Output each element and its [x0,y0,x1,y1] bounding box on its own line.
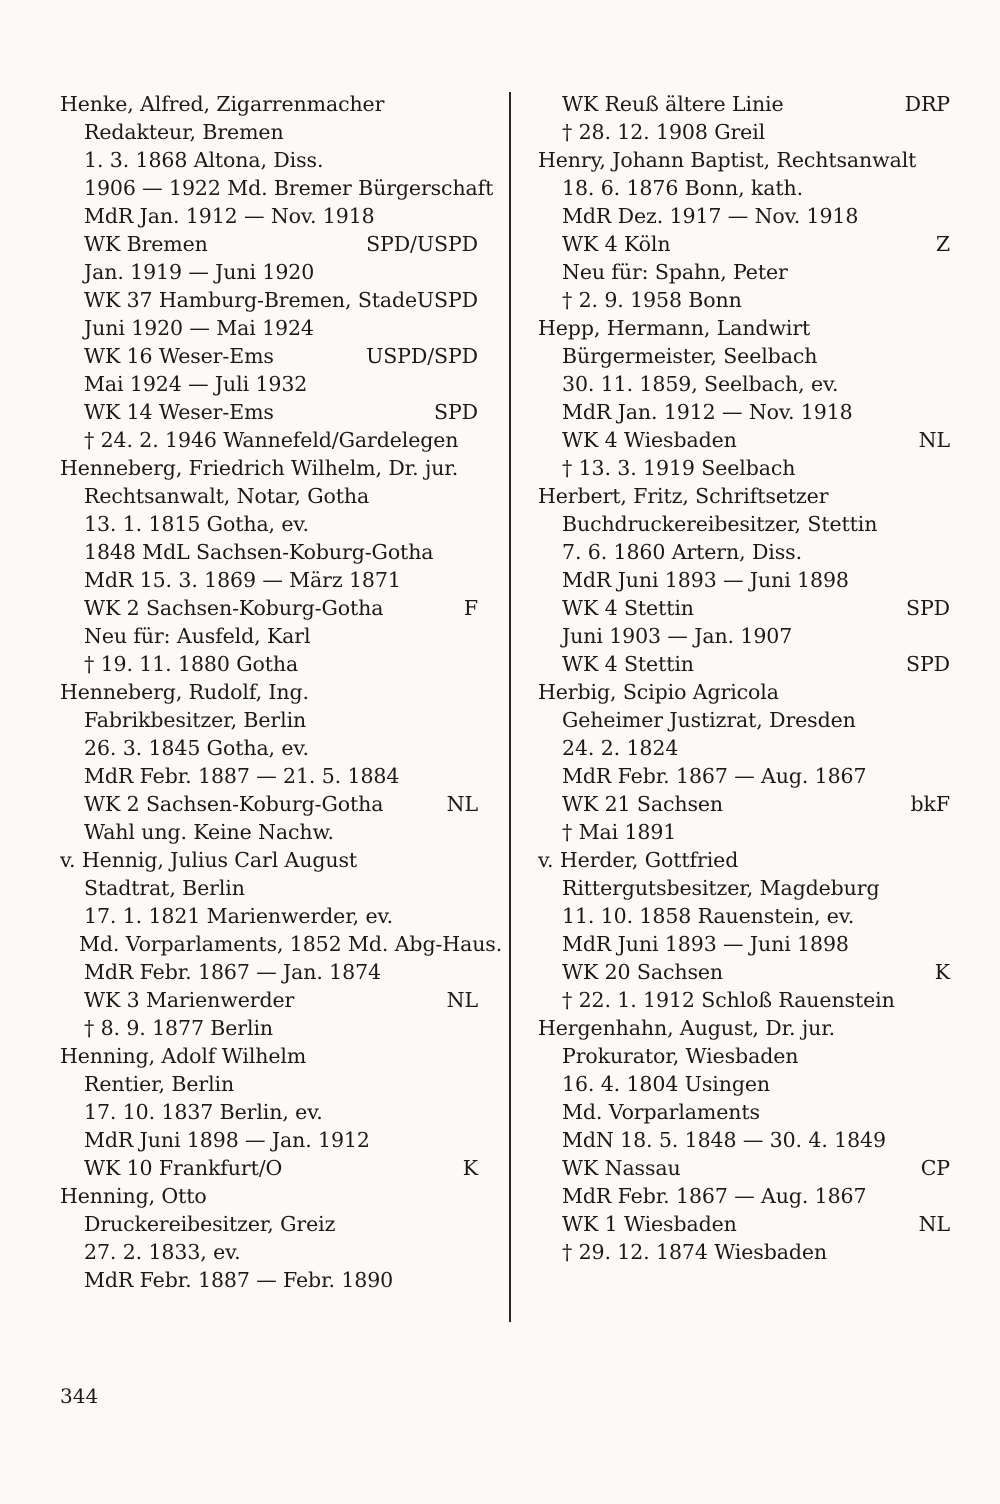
entry-detail-line [60,706,478,734]
line-text: 18. 6. 1876 Bonn, kath. [562,176,804,200]
entry-detail-line [538,874,950,902]
entry-detail-line [538,118,950,146]
line-text: MdR Juni 1893 — Juni 1898 [562,568,849,592]
line-text: 27. 2. 1833, ev. [84,1240,241,1264]
entry-detail-line [538,1154,950,1182]
entry-detail-line [60,286,478,314]
line-text: Henry, Johann Baptist, Rechtsanwalt [538,148,917,172]
entry-detail-line [538,1238,950,1266]
entry-name-line [60,1042,478,1070]
line-text: WK 4 Köln [562,232,671,256]
line-text: WK Bremen [84,232,208,256]
entry-detail-line [60,538,478,566]
entry-detail-line [60,902,478,930]
line-text: † 13. 3. 1919 Seelbach [562,456,796,480]
entry-detail-line [538,930,950,958]
party-label: NL [446,988,478,1012]
entry-name-line [538,678,950,706]
line-text: Mai 1924 — Juli 1932 [84,372,308,396]
line-text: † Mai 1891 [562,820,677,844]
left-column [60,90,503,1294]
entry-detail-line [60,146,478,174]
line-text: Redakteur, Bremen [84,120,284,144]
line-text: Rittergutsbesitzer, Magdeburg [562,876,880,900]
party-label: NL [918,428,950,452]
party-label: DRP [904,92,950,116]
entry-detail-line [60,1154,478,1182]
entry-detail-line [538,902,950,930]
entry-detail-line [60,958,478,986]
line-text: WK 1 Wiesbaden [562,1212,737,1236]
entry-detail-line [60,1070,478,1098]
entry-detail-line [60,1126,478,1154]
line-text: Hepp, Hermann, Landwirt [538,316,811,340]
line-text: WK 4 Wiesbaden [562,428,737,452]
line-text: MdR Jan. 1912 — Nov. 1918 [84,204,375,228]
entry-detail-line [538,202,950,230]
line-text: Buchdruckereibesitzer, Stettin [562,512,878,536]
entry-name-line [60,1182,478,1210]
entry-detail-line [538,90,950,118]
line-text: MdR Febr. 1887 — 21. 5. 1884 [84,764,400,788]
entry-detail-line [538,230,950,258]
column-divider [509,92,511,1322]
line-text: MdN 18. 5. 1848 — 30. 4. 1849 [562,1128,886,1152]
entry-detail-line [538,538,950,566]
line-text: 1906 — 1922 Md. Bremer Bürgerschaft [84,176,494,200]
entry-detail-line [538,650,950,678]
line-text: WK 3 Marienwerder [84,988,295,1012]
line-text: † 8. 9. 1877 Berlin [84,1016,274,1040]
line-text: Bürgermeister, Seelbach [562,344,818,368]
entry-detail-line [60,342,478,370]
line-text: Fabrikbesitzer, Berlin [84,708,307,732]
party-label: K [462,1156,478,1180]
line-text: MdR Febr. 1867 — Aug. 1867 [562,1184,867,1208]
entry-detail-line [60,1098,478,1126]
entry-detail-line [538,1210,950,1238]
entry-detail-line [60,1210,478,1238]
entry-name-line [60,678,478,706]
line-text: WK 37 Hamburg-Bremen, Stade [84,288,418,312]
entry-detail-line [538,370,950,398]
entry-detail-line [538,986,950,1014]
entry-detail-line [538,762,950,790]
entry-detail-line [538,1070,950,1098]
line-text: Neu für: Ausfeld, Karl [84,624,311,648]
party-label: Z [935,232,950,256]
line-text: Henke, Alfred, Zigarrenmacher [60,92,385,116]
entry-detail-line [60,482,478,510]
line-text: MdR Febr. 1887 — Febr. 1890 [84,1268,394,1292]
entry-detail-line [538,1182,950,1210]
entry-detail-line [538,594,950,622]
entry-detail-line [60,650,478,678]
entry-detail-line [60,762,478,790]
party-label: CP [920,1156,950,1180]
entry-detail-line [538,510,950,538]
line-text: MdR Febr. 1867 — Jan. 1874 [84,960,381,984]
line-text: MdR Febr. 1867 — Aug. 1867 [562,764,867,788]
entry-name-line [538,482,950,510]
entry-detail-line [60,314,478,342]
entry-detail-line [60,818,478,846]
line-text: v. Herder, Gottfried [538,848,739,872]
line-text: Rentier, Berlin [84,1072,235,1096]
entry-detail-line [538,566,950,594]
line-text: Herbig, Scipio Agricola [538,680,779,704]
party-label: F [463,596,478,620]
line-text: † 22. 1. 1912 Schloß Rauenstein [562,988,895,1012]
entry-detail-line [60,622,478,650]
entry-detail-line [538,454,950,482]
line-text: Juni 1920 — Mai 1924 [84,316,314,340]
line-text: WK 21 Sachsen [562,792,724,816]
entry-detail-line [60,230,478,258]
line-text: † 29. 12. 1874 Wiesbaden [562,1240,828,1264]
line-text: Henneberg, Friedrich Wilhelm, Dr. jur. [60,456,459,480]
entry-detail-line [538,734,950,762]
entry-detail-line [60,1238,478,1266]
entry-detail-line [60,118,478,146]
line-text: Md. Vorparlaments, 1852 Md. Abg-Haus. [79,932,503,956]
entry-detail-line [60,930,503,958]
entry-name-line [538,1014,950,1042]
party-label: USPD/SPD [366,344,478,368]
line-text: MdR Juni 1893 — Juni 1898 [562,932,849,956]
entry-detail-line [60,566,478,594]
party-label: K [934,960,950,984]
line-text: Juni 1903 — Jan. 1907 [562,624,793,648]
line-text: 13. 1. 1815 Gotha, ev. [84,512,309,536]
line-text: Md. Vorparlaments [562,1100,760,1124]
line-text: MdR 15. 3. 1869 — März 1871 [84,568,401,592]
party-label: bkF [910,792,950,816]
entry-detail-line [538,1042,950,1070]
line-text: v. Hennig, Julius Carl August [60,848,358,872]
entry-detail-line [538,1098,950,1126]
entry-name-line [538,146,950,174]
party-label: SPD [434,400,478,424]
line-text: Geheimer Justizrat, Dresden [562,708,856,732]
line-text: Prokurator, Wiesbaden [562,1044,799,1068]
entry-detail-line [60,398,478,426]
entry-name-line [60,454,478,482]
line-text: WK 4 Stettin [562,596,694,620]
line-text: WK 16 Weser-Ems [84,344,274,368]
party-label: SPD [906,596,950,620]
line-text: MdR Jan. 1912 — Nov. 1918 [562,400,853,424]
line-text: WK 4 Stettin [562,652,694,676]
line-text: Druckereibesitzer, Greiz [84,1212,336,1236]
line-text: Wahl ung. Keine Nachw. [84,820,334,844]
entry-detail-line [538,398,950,426]
line-text: MdR Dez. 1917 — Nov. 1918 [562,204,859,228]
party-label: USPD [416,288,478,312]
entry-detail-line [538,426,950,454]
page-number: 344 [60,1384,99,1408]
line-text: WK 14 Weser-Ems [84,400,274,424]
line-text: † 2. 9. 1958 Bonn [562,288,742,312]
entry-name-line [60,846,478,874]
line-text: 11. 10. 1858 Rauenstein, ev. [562,904,855,928]
entry-name-line [60,90,478,118]
entry-detail-line [538,286,950,314]
line-text: 1. 3. 1868 Altona, Diss. [84,148,324,172]
entry-detail-line [60,202,478,230]
line-text: WK Reuß ältere Linie [562,92,784,116]
entry-detail-line [538,706,950,734]
entry-name-line [538,314,950,342]
party-label: NL [446,792,478,816]
line-text: † 19. 11. 1880 Gotha [84,652,299,676]
line-text: MdR Juni 1898 — Jan. 1912 [84,1128,370,1152]
entry-detail-line [60,986,478,1014]
entry-detail-line [60,874,478,902]
entry-detail-line [60,258,478,286]
entry-detail-line [60,734,478,762]
line-text: 17. 1. 1821 Marienwerder, ev. [84,904,393,928]
line-text: Henneberg, Rudolf, Ing. [60,680,309,704]
entry-detail-line [538,342,950,370]
line-text: Rechtsanwalt, Notar, Gotha [84,484,370,508]
line-text: WK 2 Sachsen-Koburg-Gotha [84,596,384,620]
line-text: 26. 3. 1845 Gotha, ev. [84,736,309,760]
line-text: Neu für: Spahn, Peter [562,260,788,284]
entry-detail-line [538,958,950,986]
entry-detail-line [60,1266,478,1294]
line-text: 7. 6. 1860 Artern, Diss. [562,540,802,564]
entry-detail-line [538,258,950,286]
party-label: NL [918,1212,950,1236]
line-text: Herbert, Fritz, Schriftsetzer [538,484,829,508]
right-column [538,90,950,1266]
line-text: WK Nassau [562,1156,681,1180]
line-text: Stadtrat, Berlin [84,876,245,900]
entry-detail-line [60,426,478,454]
line-text: Henning, Adolf Wilhelm [60,1044,307,1068]
line-text: Jan. 1919 — Juni 1920 [84,260,315,284]
entry-detail-line [538,622,950,650]
entry-detail-line [60,370,478,398]
entry-detail-line [60,594,478,622]
entry-detail-line [538,1126,950,1154]
entry-detail-line [60,174,494,202]
line-text: WK 10 Frankfurt/O [84,1156,283,1180]
entry-name-line [538,846,950,874]
line-text: WK 20 Sachsen [562,960,724,984]
line-text: 1848 MdL Sachsen-Koburg-Gotha [84,540,434,564]
entry-detail-line [538,818,950,846]
entry-detail-line [60,1014,478,1042]
party-label: SPD/USPD [366,232,478,256]
line-text: † 24. 2. 1946 Wannefeld/Gardelegen [84,428,459,452]
line-text: 30. 11. 1859, Seelbach, ev. [562,372,839,396]
line-text: Henning, Otto [60,1184,207,1208]
line-text: 17. 10. 1837 Berlin, ev. [84,1100,323,1124]
entry-detail-line [538,790,950,818]
line-text: Hergenhahn, August, Dr. jur. [538,1016,836,1040]
line-text: WK 2 Sachsen-Koburg-Gotha [84,792,384,816]
entry-detail-line [60,790,478,818]
entry-detail-line [538,174,950,202]
line-text: † 28. 12. 1908 Greil [562,120,766,144]
party-label: SPD [906,652,950,676]
line-text: 16. 4. 1804 Usingen [562,1072,770,1096]
entry-detail-line [60,510,478,538]
line-text: 24. 2. 1824 [562,736,679,760]
